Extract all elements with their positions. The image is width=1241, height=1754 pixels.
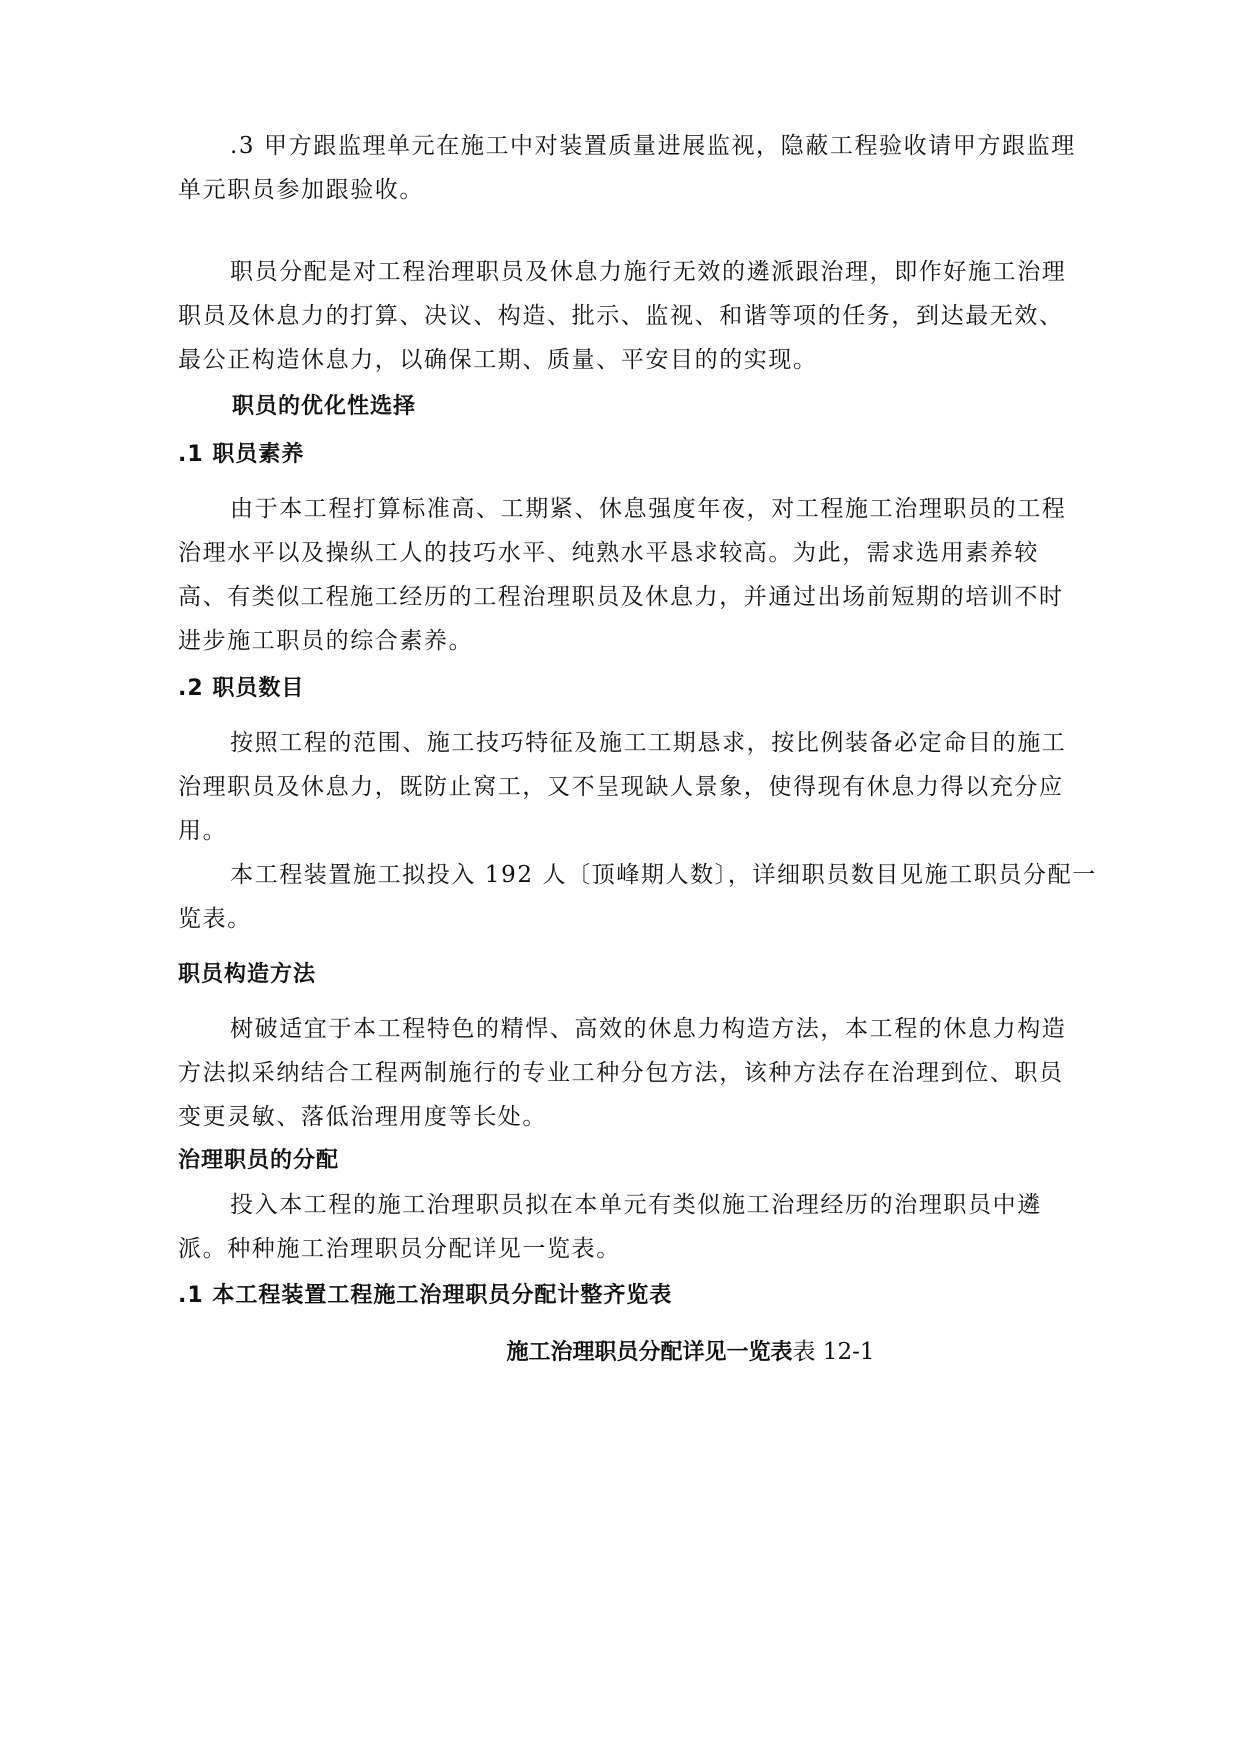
quality-line-4: 进步施工职员的综合素养。 <box>178 628 474 654</box>
quantity-line-2: 治理职员及休息力，既防止窝工，又不呈现缺人景象，使得现有休息力得以充分应 <box>178 774 1064 800</box>
heading-method: 职员构造方法 <box>178 962 317 987</box>
table-caption <box>70 1337 1241 1368</box>
table-caption-number: 表 12-1 <box>792 1339 875 1365</box>
headcount-line-1: 本工程装置施工拟投入 192 人〔顶峰期人数〕，详细职员数目见施工职员分配一 <box>230 862 1097 888</box>
supervision-line-1: .3 甲方跟监理单元在施工中对装置质量进展监视，隐蔽工程验收请甲方跟监理 <box>230 133 1076 159</box>
management-line-1: 投入本工程的施工治理职员拟在本单元有类似施工治理经历的治理职员中遴 <box>230 1192 1042 1218</box>
heading-quality: .1 职员素养 <box>178 442 305 467</box>
supervision-line-2: 单元职员参加跟验收。 <box>178 177 424 203</box>
heading-quantity: .2 职员数目 <box>178 676 305 701</box>
heading-optimization: 职员的优化性选择 <box>232 394 417 419</box>
headcount-line-2: 览表。 <box>178 906 252 932</box>
management-line-2: 派。种种施工治理职员分配详见一览表。 <box>178 1236 621 1262</box>
intro-line-2: 职员及休息力的打算、决议、构造、批示、监视、和谐等项的任务，到达最无效、 <box>178 303 1064 329</box>
table-caption-title: 施工治理职员分配详见一览表 <box>506 1340 793 1365</box>
quantity-line-1: 按照工程的范围、施工技巧特征及施工工期恳求，按比例装备必定命目的施工 <box>230 730 1067 756</box>
intro-line-3: 最公正构造休息力，以确保工期、质量、平安目的的实现。 <box>178 347 818 373</box>
method-line-2: 方法拟采纳结合工程两制施行的专业工种分包方法，该种方法存在治理到位、职员 <box>178 1060 1064 1086</box>
quantity-line-3: 用。 <box>178 818 228 844</box>
method-line-1: 树破适宜于本工程特色的精悍、高效的休息力构造方法，本工程的休息力构造 <box>230 1016 1067 1042</box>
quality-line-2: 治理水平以及操纵工人的技巧水平、纯熟水平恳求较高。为此，需求选用素养较 <box>178 540 1039 566</box>
quality-line-3: 高、有类似工程施工经历的工程治理职员及休息力，并通过出场前短期的培训不时 <box>178 584 1064 610</box>
quality-line-1: 由于本工程打算标准高、工期紧、休息强度年夜，对工程施工治理职员的工程 <box>230 496 1067 522</box>
heading-management: 治理职员的分配 <box>178 1148 340 1173</box>
heading-table-section: .1 本工程装置工程施工治理职员分配计整齐览表 <box>178 1283 673 1308</box>
intro-line-1: 职员分配是对工程治理职员及休息力施行无效的遴派跟治理，即作好施工治理 <box>230 259 1067 285</box>
method-line-3: 变更灵敏、落低治理用度等长处。 <box>178 1104 547 1130</box>
